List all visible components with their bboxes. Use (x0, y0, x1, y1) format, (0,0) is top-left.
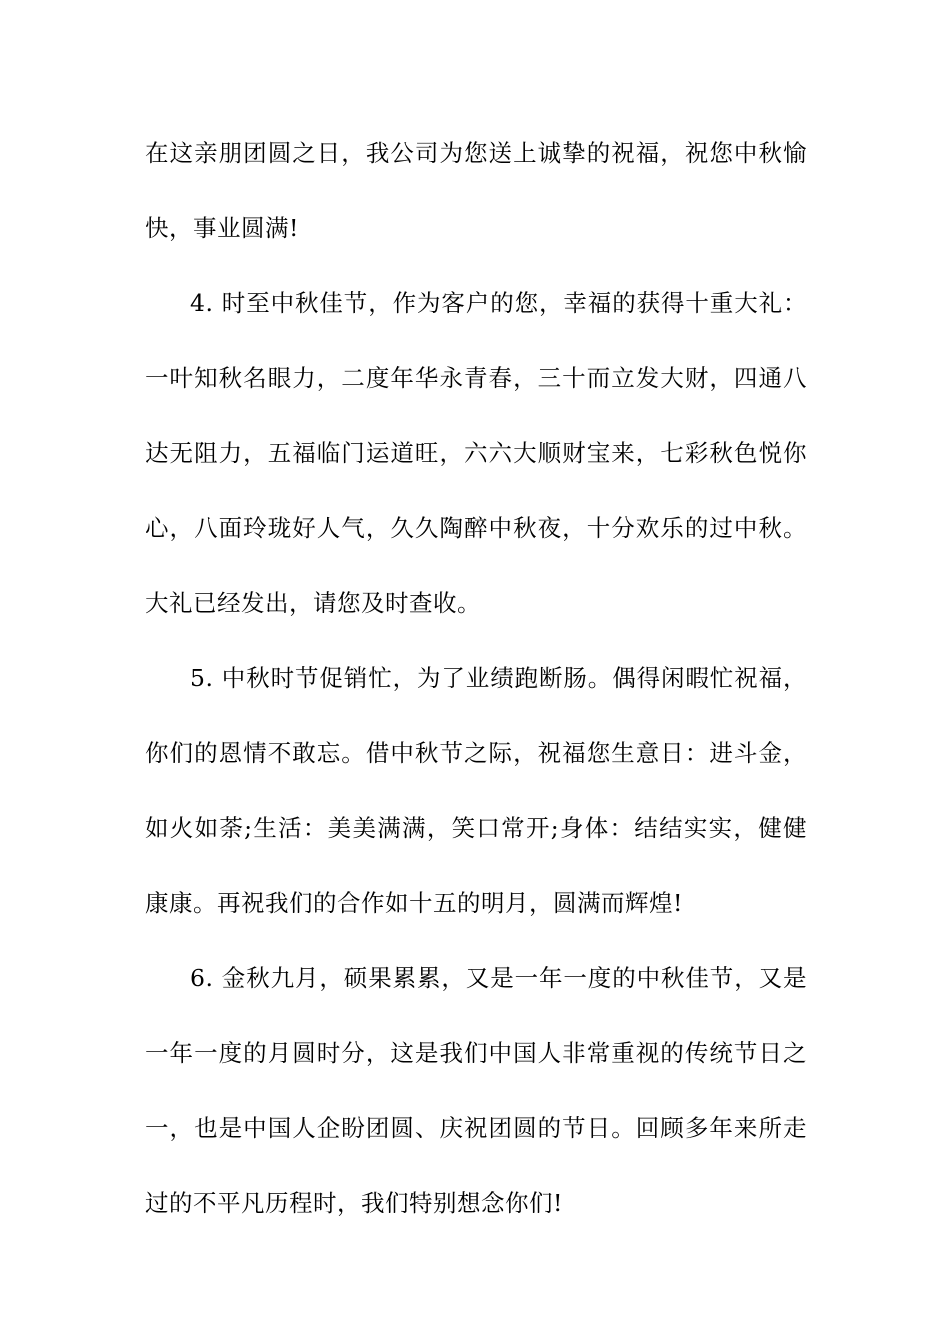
paragraph-line: 心，八面玲珑好人气，久久陶醉中秋夜，十分欢乐的过中秋。 (145, 514, 807, 542)
paragraph-line: 如火如荼;生活：美美满满，笑口常开;身体：结结实实，健健 (145, 814, 807, 842)
paragraph-line: 一叶知秋名眼力，二度年华永青春，三十而立发大财，四通八 (145, 364, 807, 392)
paragraph-line: 大礼已经发出，请您及时查收。 (145, 589, 481, 617)
paragraph-line: 6. 金秋九月，硕果累累，又是一年一度的中秋佳节，又是 (190, 964, 807, 992)
paragraph-line: 一，也是中国人企盼团圆、庆祝团圆的节日。回顾多年来所走 (145, 1114, 807, 1142)
paragraph-line: 5. 中秋时节促销忙，为了业绩跑断肠。偶得闲暇忙祝福， (190, 664, 807, 692)
paragraph-line: 一年一度的月圆时分，这是我们中国人非常重视的传统节日之 (145, 1039, 807, 1067)
paragraph-line: 康康。再祝我们的合作如十五的明月，圆满而辉煌! (145, 889, 683, 917)
paragraph-line: 在这亲朋团圆之日，我公司为您送上诚挚的祝福，祝您中秋愉 (145, 139, 807, 167)
paragraph-line: 你们的恩情不敢忘。借中秋节之际，祝福您生意日：进斗金， (145, 739, 807, 767)
paragraph-line: 4. 时至中秋佳节，作为客户的您，幸福的获得十重大礼： (190, 289, 807, 317)
paragraph-line: 过的不平凡历程时，我们特别想念你们! (145, 1189, 563, 1217)
paragraph-line: 达无阻力，五福临门运道旺，六六大顺财宝来，七彩秋色悦你 (145, 439, 807, 467)
paragraph-line: 快，事业圆满! (145, 214, 299, 242)
